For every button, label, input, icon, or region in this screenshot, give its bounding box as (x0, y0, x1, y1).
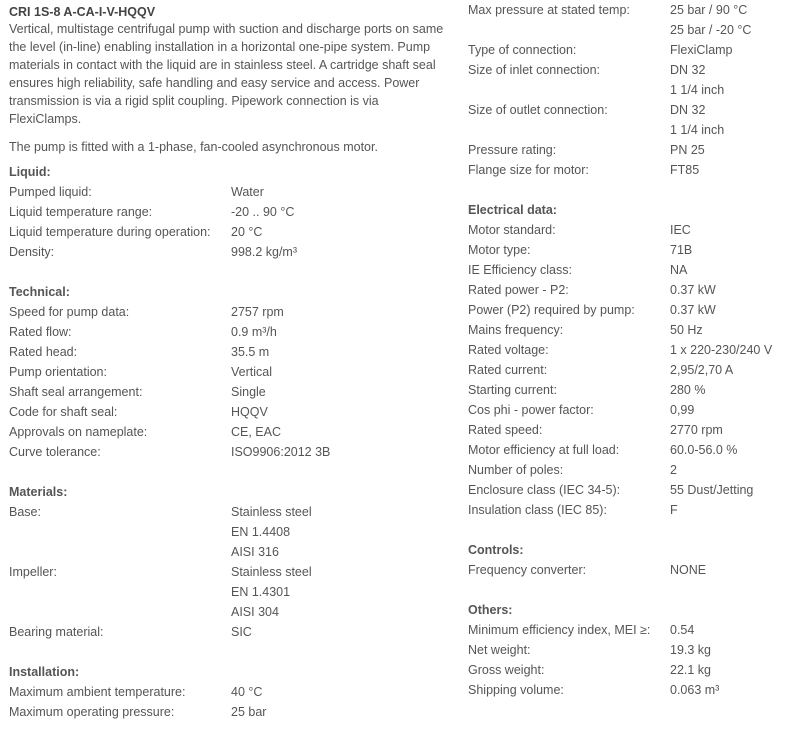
spec-row-starting-current (468, 380, 803, 400)
section-heading-liquid: Liquid: (9, 165, 51, 179)
spec-value (670, 560, 803, 580)
spec-row-rated-voltage (468, 340, 803, 360)
spec-value-line: 280 % (670, 383, 706, 397)
spec-value-line: EN 1.4301 (231, 585, 291, 599)
spec-value (670, 500, 803, 520)
spec-value-line: 25 bar / 90 °C (670, 3, 748, 17)
spec-value (670, 160, 803, 180)
spec-row-code-for-shaft-seal (9, 402, 454, 422)
spec-value (670, 340, 803, 360)
spec-label: Liquid temperature range: (9, 205, 153, 219)
spec-label: Mains frequency: (468, 323, 564, 337)
spec-value-line: 22.1 kg (670, 663, 712, 677)
spec-row-speed-for-pump-data (9, 302, 454, 322)
spec-row-frequency-converter (468, 560, 803, 580)
spec-row-pressure-rating (468, 140, 803, 160)
spec-label: Rated speed: (468, 423, 543, 437)
spec-label: Liquid temperature during operation: (9, 225, 211, 239)
spec-row-type-of-connection (468, 40, 803, 60)
spec-label: Gross weight: (468, 663, 545, 677)
spec-row-mains-frequency (468, 320, 803, 340)
spec-label: Frequency converter: (468, 563, 587, 577)
section-heading-installation: Installation: (9, 665, 80, 679)
spec-label: Max pressure at stated temp: (468, 3, 630, 17)
spec-row-rated-speed (468, 420, 803, 440)
spec-value-line: 1 x 220-230/240 V (670, 343, 773, 357)
spec-label: Minimum efficiency index, MEI ≥: (468, 623, 651, 637)
spec-row-liquid-temperature-during-operation (9, 222, 454, 242)
spec-label: Pressure rating: (468, 143, 557, 157)
spec-label: Rated power - P2: (468, 283, 569, 297)
spec-row-motor-standard (468, 220, 803, 240)
spec-row-shaft-seal-arrangement (9, 382, 454, 402)
right-column (468, 0, 803, 700)
spec-label: Speed for pump data: (9, 305, 130, 319)
spec-value-line: 50 Hz (670, 323, 703, 337)
left-sections (9, 162, 454, 722)
section-heading-materials: Materials: (9, 485, 68, 499)
spec-value-line: 0.063 m³ (670, 683, 720, 697)
spec-value-line: 1 1/4 inch (670, 123, 725, 137)
spec-row-bearing-material (9, 622, 454, 642)
spec-value (670, 620, 803, 640)
spec-label: Rated head: (9, 345, 78, 359)
spec-value (231, 182, 454, 202)
spec-label: Number of poles: (468, 463, 564, 477)
spec-value-line: SIC (231, 625, 252, 639)
spec-value (231, 442, 454, 462)
spec-value-line: FT85 (670, 163, 700, 177)
spec-row-pump-orientation (9, 362, 454, 382)
spec-label: Size of outlet connection: (468, 103, 608, 117)
spec-value-line: EN 1.4408 (231, 525, 291, 539)
spec-row-rated-flow (9, 322, 454, 342)
spec-row-pumped-liquid (9, 182, 454, 202)
spec-row-size-of-inlet-connection (468, 60, 803, 100)
spec-label: Size of inlet connection: (468, 63, 601, 77)
spec-row-ie-efficiency-class (468, 260, 803, 280)
spec-label: Rated current: (468, 363, 548, 377)
spec-row-flange-size-for-motor (468, 160, 803, 180)
spec-value-line: 1 1/4 inch (670, 83, 725, 97)
spec-value (231, 242, 454, 262)
spec-value (670, 360, 803, 380)
spec-row-rated-head (9, 342, 454, 362)
spec-label: Motor efficiency at full load: (468, 443, 620, 457)
spec-label: Maximum operating pressure: (9, 705, 175, 719)
motor-note: The pump is fitted with a 1-phase, fan-cooled asynchronous motor. (9, 140, 378, 154)
spec-value-line: 2 (670, 463, 677, 477)
spec-value (231, 202, 454, 222)
spec-label: Starting current: (468, 383, 557, 397)
spec-value (231, 682, 454, 702)
spec-value (231, 222, 454, 242)
spec-row-insulation-class-iec-85 (468, 500, 803, 520)
spec-value-line: 20 °C (231, 225, 263, 239)
spec-value-line: CE, EAC (231, 425, 282, 439)
spec-label: Rated flow: (9, 325, 72, 339)
spec-value-line: 2,95/2,70 A (670, 363, 734, 377)
product-title: CRI 1S-8 A-CA-I-V-HQQV (9, 5, 156, 19)
spec-value-line: HQQV (231, 405, 268, 419)
spec-value (670, 40, 803, 60)
spec-row-number-of-poles (468, 460, 803, 480)
spec-value-line: DN 32 (670, 63, 706, 77)
spec-value-line: 0.37 kW (670, 303, 716, 317)
spec-label: Type of connection: (468, 43, 577, 57)
spec-label: Approvals on nameplate: (9, 425, 148, 439)
spec-value (670, 140, 803, 160)
spec-value-line: 19.3 kg (670, 643, 712, 657)
spec-value-line: Stainless steel (231, 505, 312, 519)
spec-value-line: -20 .. 90 °C (231, 205, 295, 219)
spec-value (670, 320, 803, 340)
spec-value-line: ISO9906:2012 3B (231, 445, 331, 459)
spec-value-line: Vertical (231, 365, 272, 379)
spec-value (670, 220, 803, 240)
spec-value-line: 25 bar (231, 705, 267, 719)
spec-value (670, 400, 803, 420)
spec-label: IE Efficiency class: (468, 263, 572, 277)
spec-label: Motor type: (468, 243, 531, 257)
spec-value-line: 0.37 kW (670, 283, 716, 297)
spec-value-line: 0.54 (670, 623, 695, 637)
spec-value (670, 240, 803, 260)
spec-value-line: 40 °C (231, 685, 263, 699)
spec-value (231, 342, 454, 362)
spec-value (231, 622, 454, 642)
spec-value (231, 322, 454, 342)
spec-value-line: F (670, 503, 678, 517)
spec-value-line: FlexiClamp (670, 43, 733, 57)
section-heading-others: Others: (468, 603, 513, 617)
spec-value (670, 380, 803, 400)
spec-row-minimum-efficiency-index-mei (468, 620, 803, 640)
spec-value-line: Stainless steel (231, 565, 312, 579)
spec-value (670, 660, 803, 680)
spec-value (670, 60, 803, 100)
spec-row-impeller (9, 562, 454, 622)
spec-label: Pump orientation: (9, 365, 107, 379)
spec-value (670, 480, 803, 500)
spec-label: Maximum ambient temperature: (9, 685, 186, 699)
section-heading-electrical-data: Electrical data: (468, 203, 557, 217)
spec-label: Rated voltage: (468, 343, 549, 357)
spec-value-line: Single (231, 385, 266, 399)
spec-value-line: IEC (670, 223, 691, 237)
spec-value (670, 420, 803, 440)
spec-row-net-weight (468, 640, 803, 660)
spec-value (670, 100, 803, 140)
spec-row-rated-power-p2 (468, 280, 803, 300)
spec-row-density (9, 242, 454, 262)
spec-value-line: 60.0-56.0 % (670, 443, 738, 457)
spec-value-line: 2770 rpm (670, 423, 723, 437)
spec-row-approvals-on-nameplate (9, 422, 454, 442)
spec-row-size-of-outlet-connection (468, 100, 803, 140)
connection-rows (468, 0, 803, 180)
spec-label: Flange size for motor: (468, 163, 589, 177)
spec-value (231, 382, 454, 402)
spec-label: Base: (9, 505, 41, 519)
spec-label: Power (P2) required by pump: (468, 303, 635, 317)
spec-value-line: 25 bar / -20 °C (670, 23, 752, 37)
spec-value (670, 640, 803, 660)
spec-value (670, 280, 803, 300)
spec-label: Curve tolerance: (9, 445, 101, 459)
spec-value (231, 502, 454, 562)
spec-value-line: 71B (670, 243, 693, 257)
spec-row-rated-current (468, 360, 803, 380)
spec-label: Insulation class (IEC 85): (468, 503, 607, 517)
spec-value-line: 0,99 (670, 403, 695, 417)
spec-value (231, 422, 454, 442)
spec-label: Net weight: (468, 643, 531, 657)
spec-label: Impeller: (9, 565, 57, 579)
spec-row-liquid-temperature-range (9, 202, 454, 222)
spec-value-line: DN 32 (670, 103, 706, 117)
spec-value-line: AISI 316 (231, 545, 279, 559)
spec-label: Density: (9, 245, 55, 259)
section-heading-technical: Technical: (9, 285, 70, 299)
spec-value (231, 402, 454, 422)
section-heading-controls: Controls: (468, 543, 524, 557)
spec-value (231, 362, 454, 382)
spec-value-line: PN 25 (670, 143, 705, 157)
spec-row-curve-tolerance (9, 442, 454, 462)
spec-label: Bearing material: (9, 625, 104, 639)
spec-row-enclosure-class-iec-34-5 (468, 480, 803, 500)
spec-value (670, 460, 803, 480)
spec-label: Code for shaft seal: (9, 405, 118, 419)
spec-value-line: 2757 rpm (231, 305, 284, 319)
spec-label: Enclosure class (IEC 34-5): (468, 483, 621, 497)
spec-value (231, 562, 454, 622)
spec-label: Shipping volume: (468, 683, 564, 697)
spec-value (231, 702, 454, 722)
spec-row-shipping-volume (468, 680, 803, 700)
spec-value-line: NA (670, 263, 688, 277)
spec-value (670, 0, 803, 40)
spec-row-motor-type (468, 240, 803, 260)
spec-value-line: AISI 304 (231, 605, 279, 619)
product-description: Vertical, multistage centrifugal pump with suction and discharge ports on same the level (in-line) enabling installation in a horizontal one-pipe system. Pump materials in contact with the liquid are in stainless steel. A cartridge shaft seal ensures high reliability, safe handling and easy service and access. Power transmission is via a rigid split coupling. Pipework connection is via FlexiClamps. (9, 22, 444, 126)
spec-row-power-p2-required-by-pump (468, 300, 803, 320)
spec-row-cos-phi-power-factor (468, 400, 803, 420)
spec-value (231, 302, 454, 322)
spec-value (670, 300, 803, 320)
spec-value-line: 35.5 m (231, 345, 270, 359)
spec-value (670, 440, 803, 460)
spec-label: Motor standard: (468, 223, 556, 237)
spec-row-max-pressure-at-stated-temp (468, 0, 803, 40)
spec-value-line: NONE (670, 563, 707, 577)
spec-row-maximum-ambient-temperature (9, 682, 454, 702)
right-sections (468, 200, 803, 700)
spec-value-line: Water (231, 185, 264, 199)
spec-value-line: 55 Dust/Jetting (670, 483, 754, 497)
spec-label: Shaft seal arrangement: (9, 385, 143, 399)
left-column (9, 0, 454, 722)
spec-label: Pumped liquid: (9, 185, 92, 199)
spec-row-motor-efficiency-at-full-load (468, 440, 803, 460)
spec-value (670, 680, 803, 700)
spec-label: Cos phi - power factor: (468, 403, 594, 417)
spec-value-line: 998.2 kg/m³ (231, 245, 298, 259)
spec-row-maximum-operating-pressure (9, 702, 454, 722)
spec-row-base (9, 502, 454, 562)
spec-value-line: 0.9 m³/h (231, 325, 277, 339)
spec-row-gross-weight (468, 660, 803, 680)
spec-value (670, 260, 803, 280)
